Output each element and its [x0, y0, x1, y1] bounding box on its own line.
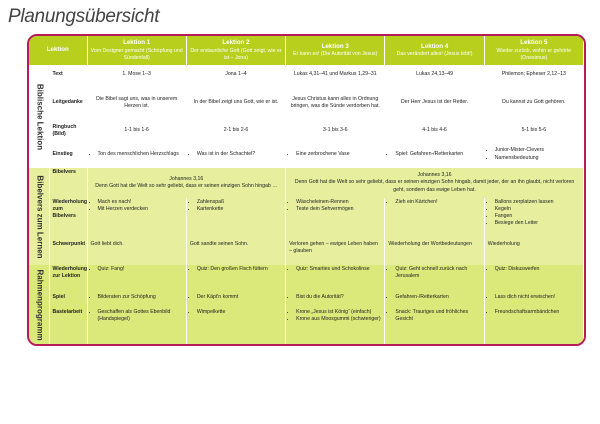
- row-label: Einstieg: [49, 141, 87, 168]
- bibelvers-left: Johannes 3,16 Denn Gott hat die Welt so sehr geliebt, dass er seinen einzigen Sohn hingab …: [87, 168, 286, 198]
- table-row: [29, 288, 584, 308]
- table-cell: Verloren gehen – ewiges Leben haben – glauben: [286, 240, 385, 265]
- row-label: Schwerpunkt: [49, 240, 87, 265]
- row-label: Bastelarbeit: [49, 308, 87, 344]
- planning-table-frame: [27, 34, 586, 346]
- section-biblische-lektion: Biblische Lektion: [29, 65, 49, 168]
- row-label: Bibelvers: [49, 168, 87, 198]
- table-cell: Jona 1–4: [186, 65, 285, 85]
- table-cell: • Krone „Jesus ist König“ (einfach) • Krone aus Moosgummi (schwieriger): [286, 308, 385, 344]
- table-cell: • Zahlenspaß • Kartenkette: [186, 198, 285, 240]
- table-cell: • Mach es nach! • Mit Herzen verdecken: [87, 198, 186, 240]
- table-cell: 3-1 bis 3-6: [286, 121, 385, 141]
- table-cell: 1-1 bis 1-6: [87, 121, 186, 141]
- table-cell: • Spiel: Gefahren-/Retterkarten: [385, 141, 484, 168]
- lesson-2-header: Lektion 2 Der erstaunliche Gott (Gott zeigt, wie er ist – Jona): [186, 36, 285, 65]
- table-cell: Philemon; Epheser 2,12–13: [484, 65, 583, 85]
- table-cell: • Freundschaftsarmbändchen: [484, 308, 583, 344]
- table-cell: • Gefahren-/Retterkarten: [385, 288, 484, 308]
- table-cell: Lukas 24,13–49: [385, 65, 484, 85]
- table-cell: • Zieh ein Kärtchen!: [385, 198, 484, 240]
- row-label: Leitgedanke: [49, 85, 87, 121]
- table-row: [29, 240, 584, 265]
- table-row: [29, 121, 584, 141]
- lesson-1-header: Lektion 1 Vom Designer gemacht (Schöpfung und Sündenfall): [87, 36, 186, 65]
- row-label: Spiel: [49, 288, 87, 308]
- planning-table: [29, 36, 584, 344]
- table-cell: • Ballons zerplatzen lassen • Kegeln • Fangen • Besiege den Leiter: [484, 198, 583, 240]
- table-cell: Wiederholung der Wortbedeutungen: [385, 240, 484, 265]
- table-cell: Der Herr Jesus ist der Retter.: [385, 85, 484, 121]
- table-cell: Gott liebt dich.: [87, 240, 186, 265]
- table-row: [29, 85, 584, 121]
- table-cell: Gott sandte seinen Sohn.: [186, 240, 285, 265]
- table-row: [29, 198, 584, 240]
- header-row: [29, 36, 584, 65]
- table-cell: • Snack: Trauriges und fröhliches Gesicht: [385, 308, 484, 344]
- table-cell: Jesus Christus kann alles in Ordnung bringen, was die Sünde verdorben hat.: [286, 85, 385, 121]
- row-label: Text: [49, 65, 87, 85]
- table-row: [29, 141, 584, 168]
- table-cell: • Ton des menschlichen Herzschlags: [87, 141, 186, 168]
- table-row: [29, 265, 584, 288]
- table-cell: • Quiz: Geht schnell zurück nach Jerusalem: [385, 265, 484, 288]
- row-label: Wiederholung zum Bibelvers: [49, 198, 87, 240]
- section-bibelvers: Bibelvers zum Lernen: [29, 168, 49, 265]
- table-cell: In der Bibel zeigt uns Gott, wie er ist.: [186, 85, 285, 121]
- table-cell: • Der Käpt'n kommt: [186, 288, 285, 308]
- row-label: Ringbuch (Bild): [49, 121, 87, 141]
- table-cell: • Was ist in der Schachtel?: [186, 141, 285, 168]
- lektion-header: Lektion: [29, 36, 87, 65]
- table-row: [29, 168, 584, 198]
- table-row: [29, 65, 584, 85]
- table-cell: 2-1 bis 2-6: [186, 121, 285, 141]
- table-cell: Wiederholung: [484, 240, 583, 265]
- table-cell: Du kannst zu Gott gehören.: [484, 85, 583, 121]
- table-cell: • Quiz: Fang!: [87, 265, 186, 288]
- section-rahmenprogramm: Rahmenprogramm: [29, 265, 49, 344]
- table-row: [29, 308, 584, 344]
- table-cell: • Quiz: Den großen Fisch füttern: [186, 265, 285, 288]
- table-cell: • Quiz: Smarties und Schokolinse: [286, 265, 385, 288]
- table-cell: • Bist du die Autorität?: [286, 288, 385, 308]
- table-cell: 1. Mose 1–3: [87, 65, 186, 85]
- table-cell: • Wimpelkette: [186, 308, 285, 344]
- lesson-3-header: Lektion 3 Er kann es! (Die Autorität von Jesus): [286, 36, 385, 65]
- table-cell: • Bilderaten zur Schöpfung: [87, 288, 186, 308]
- table-cell: • Eine zerbrochene Vase: [286, 141, 385, 168]
- table-cell: • Geschaffen als Gottes Ebenbild (Handspiegel): [87, 308, 186, 344]
- table-cell: • Quiz: Diskuswerfen: [484, 265, 583, 288]
- table-cell: • Lass dich nicht erwischen!: [484, 288, 583, 308]
- bibelvers-right: Johannes 3,16 Denn Gott hat die Welt so sehr geliebt, dass er seinen einzigen Sohn hingab, damit jeder, der an ihn glaubt, nicht verloren geht, sondern das ewige Leben hat.: [286, 168, 584, 198]
- table-cell: Lukas 4,31–41 und Markus 1,29–31: [286, 65, 385, 85]
- row-label: Wiederholung zur Lektion: [49, 265, 87, 288]
- lesson-4-header: Lektion 4 Das verändert alles! (Jesus lebt!): [385, 36, 484, 65]
- table-cell: • Wäscheleinen-Rennen • Teste dein Sehvermögen: [286, 198, 385, 240]
- table-cell: 4-1 bis 4-6: [385, 121, 484, 141]
- page-title: Planungsübersicht: [8, 6, 160, 27]
- lesson-5-header: Lektion 5 Wieder zurück, wohin er gehörte (Onesimus): [484, 36, 583, 65]
- table-cell: • Junior-Mister-Clevers • Namensbedeutung: [484, 141, 583, 168]
- table-cell: 5-1 bis 5-6: [484, 121, 583, 141]
- table-cell: Die Bibel sagt uns, was in unserem Herzen ist.: [87, 85, 186, 121]
